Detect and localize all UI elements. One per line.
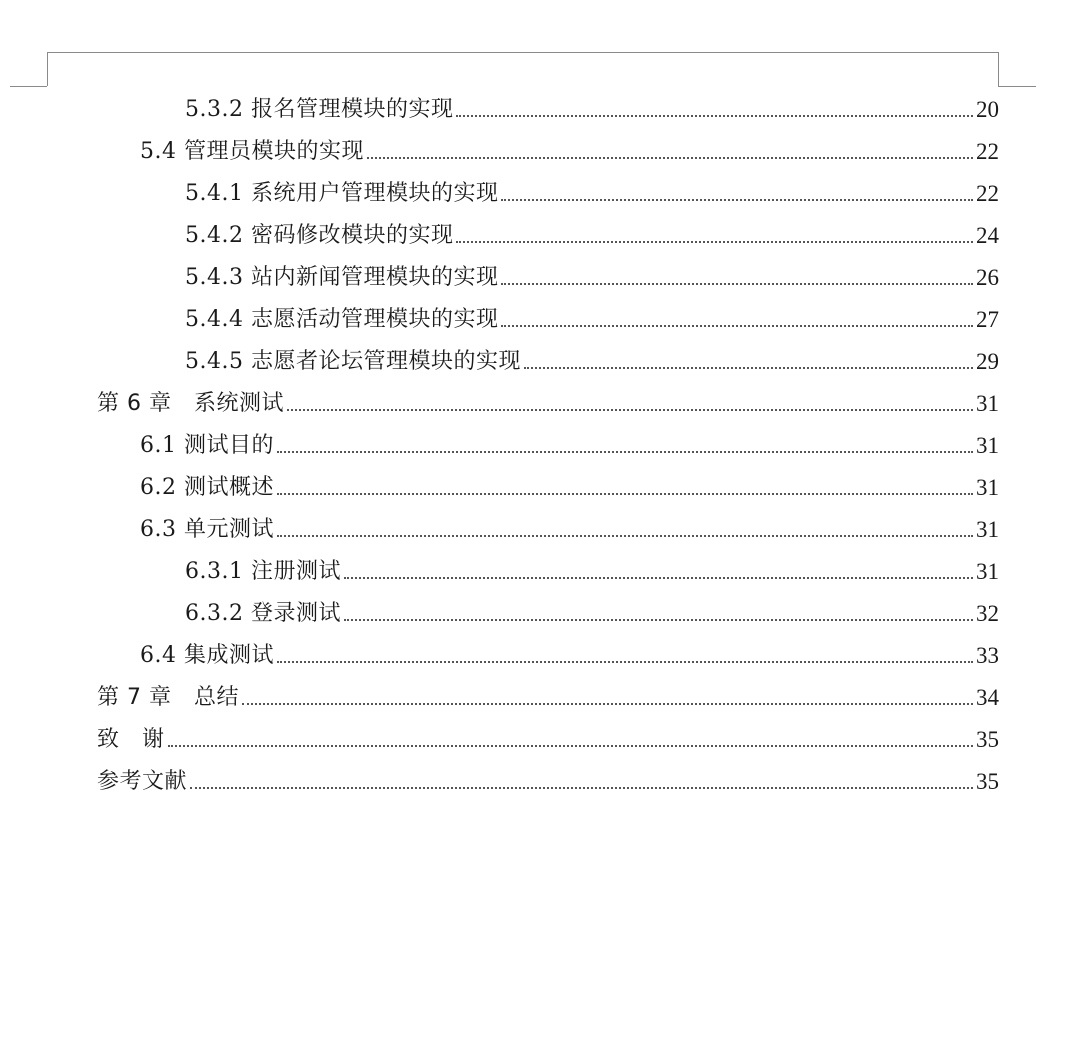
toc-entry-label: 6.3 单元测试	[140, 517, 274, 542]
toc-entry-label: 5.4.1 系统用户管理模块的实现	[185, 181, 499, 206]
toc-leader-dots	[367, 157, 973, 159]
toc-leader-dots	[168, 745, 973, 747]
toc-page-number: 22	[976, 181, 999, 206]
toc-page-number: 20	[976, 97, 999, 122]
toc-page-number: 31	[976, 559, 999, 584]
toc-entry[interactable]	[185, 215, 999, 257]
toc-entry-label: 6.2 测试概述	[140, 475, 274, 500]
toc-leader-dots	[277, 661, 973, 663]
crop-mark-left-vertical	[47, 52, 48, 86]
toc-leader-dots	[277, 451, 973, 453]
toc-leader-dots	[501, 199, 973, 201]
toc-page-number: 29	[976, 349, 999, 374]
toc-entry-label: 6.4 集成测试	[140, 643, 274, 668]
toc-page-number: 31	[976, 517, 999, 542]
toc-leader-dots	[344, 619, 973, 621]
toc-page-number: 33	[976, 643, 999, 668]
toc-leader-dots	[344, 577, 973, 579]
toc-entry[interactable]	[140, 425, 999, 467]
toc-leader-dots	[501, 283, 973, 285]
toc-page-number: 24	[976, 223, 999, 248]
toc-entry-label: 5.4.5 志愿者论坛管理模块的实现	[185, 349, 521, 374]
toc-entry-label: 5.4 管理员模块的实现	[140, 139, 364, 164]
toc-entry-label: 致 谢	[97, 727, 165, 752]
toc-entry[interactable]	[97, 761, 999, 803]
toc-leader-dots	[501, 325, 973, 327]
toc-page-number: 31	[976, 433, 999, 458]
toc-leader-dots	[190, 787, 973, 789]
toc-entry[interactable]	[140, 635, 999, 677]
toc-entry[interactable]	[140, 467, 999, 509]
toc-entry[interactable]	[185, 551, 999, 593]
toc-entry-label: 参考文献	[97, 769, 188, 794]
toc-entry[interactable]	[185, 173, 999, 215]
toc-page-number: 31	[976, 391, 999, 416]
toc-leader-dots	[456, 241, 973, 243]
toc-entry-label: 5.3.2 报名管理模块的实现	[185, 97, 454, 122]
page-border-top	[47, 52, 998, 53]
toc-entry[interactable]	[185, 341, 999, 383]
toc-leader-dots	[277, 535, 973, 537]
toc-leader-dots	[524, 367, 973, 369]
toc-leader-dots	[242, 703, 973, 705]
toc-page-number: 31	[976, 475, 999, 500]
crop-mark-right-vertical	[998, 52, 999, 86]
toc-leader-dots	[287, 409, 973, 411]
toc-entry-label: 5.4.4 志愿活动管理模块的实现	[185, 307, 499, 332]
toc-entry-label: 6.1 测试目的	[140, 433, 274, 458]
toc-entry[interactable]	[140, 509, 999, 551]
toc-entry[interactable]	[97, 719, 999, 761]
toc-entry-label: 5.4.2 密码修改模块的实现	[185, 223, 454, 248]
toc-entry-label: 6.3.2 登录测试	[185, 601, 341, 626]
toc-page-number: 32	[976, 601, 999, 626]
toc-page-number: 34	[976, 685, 999, 710]
toc-page-number: 35	[976, 727, 999, 752]
toc-entry[interactable]	[185, 299, 999, 341]
toc-entry[interactable]	[97, 677, 999, 719]
toc-entry[interactable]	[185, 593, 999, 635]
toc-entry-label: 6.3.1 注册测试	[185, 559, 341, 584]
crop-mark-right-horizontal	[998, 86, 1036, 87]
crop-mark-left-horizontal	[10, 86, 47, 87]
toc-entry[interactable]	[140, 131, 999, 173]
toc-page-number: 35	[976, 769, 999, 794]
toc-entry-label: 5.4.3 站内新闻管理模块的实现	[185, 265, 499, 290]
toc-entry[interactable]	[185, 257, 999, 299]
toc-page-number: 26	[976, 265, 999, 290]
toc-page-number: 27	[976, 307, 999, 332]
toc-entry[interactable]	[97, 383, 999, 425]
toc-entry-label: 第 6 章 系统测试	[97, 391, 284, 416]
toc-leader-dots	[456, 115, 973, 117]
toc-page-number: 22	[976, 139, 999, 164]
toc-entry[interactable]	[185, 89, 999, 131]
toc-leader-dots	[277, 493, 973, 495]
toc-entry-label: 第 7 章 总结	[97, 685, 239, 710]
